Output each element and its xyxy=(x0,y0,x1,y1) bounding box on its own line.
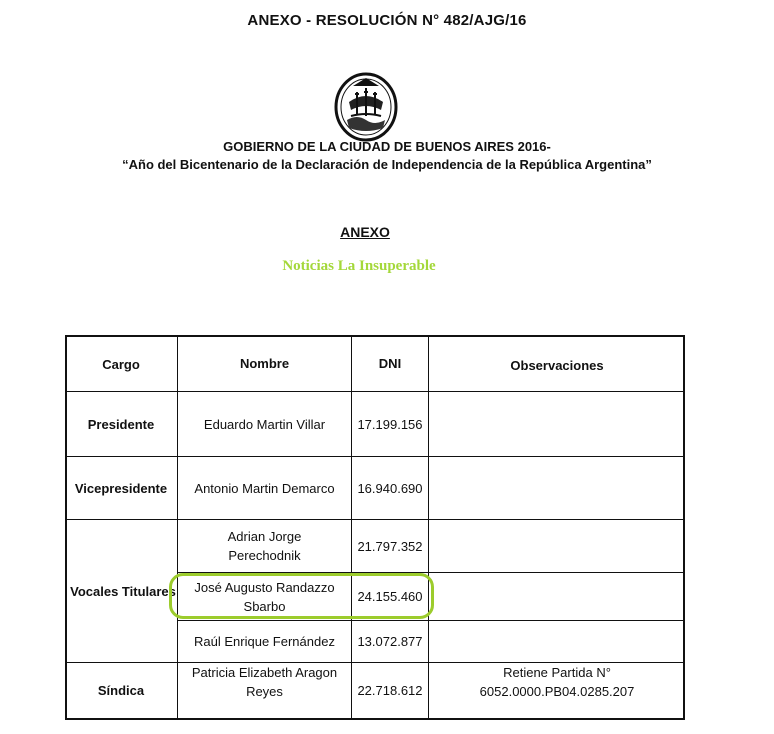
cargo-vocales-titulares: Vocales Titulares xyxy=(70,583,176,599)
header-nombre: Nombre xyxy=(239,355,290,371)
dni-vocal-2: 24.155.460 xyxy=(357,589,423,604)
cargo-vicepresidente: Vicepresidente xyxy=(74,480,168,496)
nombre-vicepresidente: Antonio Martin Demarco xyxy=(194,480,335,496)
observaciones-presidente xyxy=(429,392,685,456)
watermark-text: Noticias La Insuperable xyxy=(282,258,436,274)
header-dni: DNI xyxy=(378,355,402,371)
dni-vocal-1: 21.797.352 xyxy=(357,538,423,554)
header-cargo: Cargo xyxy=(102,356,140,372)
city-seal-icon xyxy=(333,72,399,142)
nombre-presidente: Eduardo Martin Villar xyxy=(203,416,326,432)
header-observaciones: Observaciones xyxy=(510,357,604,373)
cargo-sindica: Síndica xyxy=(97,683,145,698)
government-line: GOBIERNO DE LA CIUDAD DE BUENOS AIRES 2016- xyxy=(223,139,551,154)
anexo-title: ANEXO xyxy=(340,224,390,240)
document-header: ANEXO - RESOLUCIÓN N° 482/AJG/16 xyxy=(247,12,527,29)
dni-vocal-3: 13.072.877 xyxy=(357,634,423,649)
nombre-vocal-1: Adrian Jorge Perechodnik xyxy=(227,529,302,563)
dni-presidente: 17.199.156 xyxy=(357,416,423,432)
nombre-vocal-3: Raúl Enrique Fernández xyxy=(194,634,335,649)
year-motto: “Año del Bicentenario de la Declaración de Independencia de la República Argentina” xyxy=(122,157,652,172)
observaciones-sindica: Retiene Partida N° 6052.0000.PB04.0285.207 xyxy=(479,665,635,699)
dni-sindica: 22.718.612 xyxy=(357,683,423,698)
nombre-vocal-2: José Augusto Randazzo Sbarbo xyxy=(194,579,335,614)
highlight-outline xyxy=(169,573,434,619)
observaciones-vicepresidente xyxy=(429,457,685,519)
nombre-sindica: Patricia Elizabeth Aragon Reyes xyxy=(191,665,338,699)
cargo-presidente: Presidente xyxy=(87,416,155,432)
dni-vicepresidente: 16.940.690 xyxy=(357,480,423,496)
